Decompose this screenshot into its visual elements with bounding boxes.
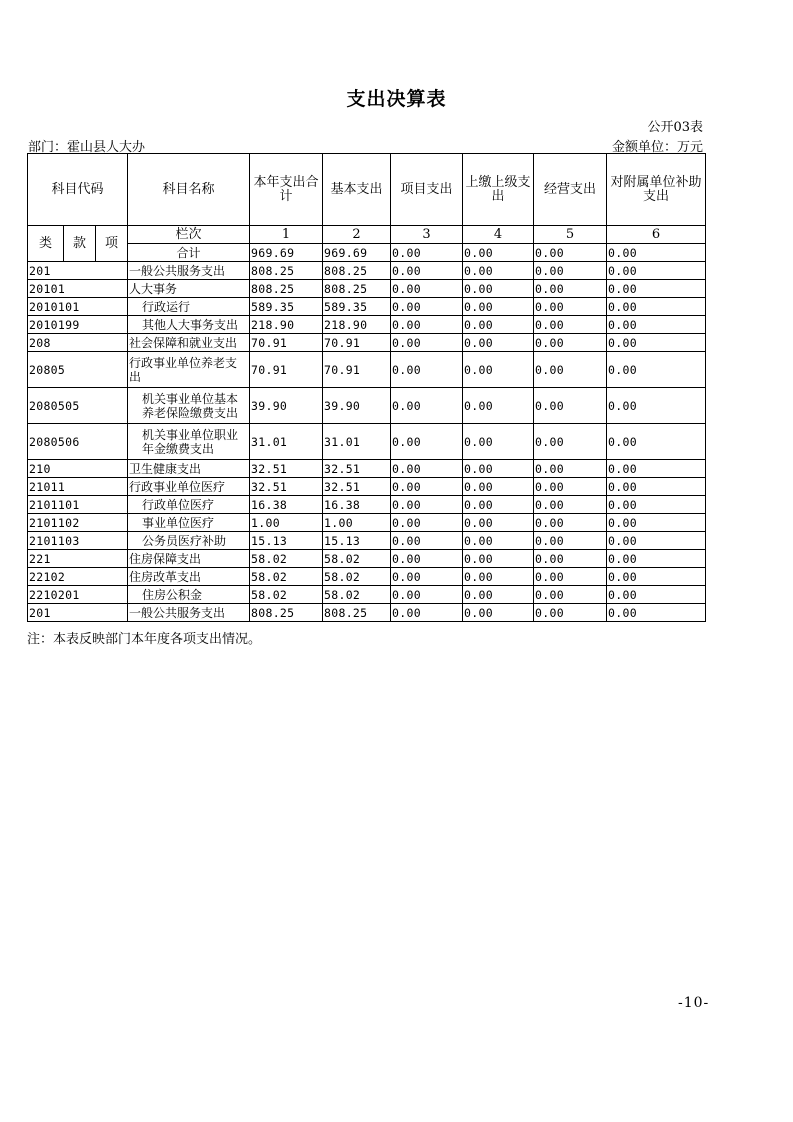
subject-name: 行政单位医疗 — [128, 496, 250, 514]
header-basic: 基本支出 — [323, 154, 391, 226]
amount-cell: 70.91 — [323, 334, 391, 352]
sum-value: 969.69 — [323, 244, 391, 262]
subject-code: 208 — [28, 334, 128, 352]
subject-name: 其他人大事务支出 — [128, 316, 250, 334]
subject-name: 住房公积金 — [128, 586, 250, 604]
table-row — [28, 568, 706, 586]
col-index-4: 4 — [463, 226, 534, 244]
amount-cell: 0.00 — [463, 334, 534, 352]
table-row — [28, 334, 706, 352]
amount-cell: 0.00 — [534, 514, 607, 532]
amount-cell: 0.00 — [607, 280, 706, 298]
table-row — [28, 586, 706, 604]
amount-cell: 0.00 — [463, 262, 534, 280]
amount-cell: 0.00 — [391, 532, 463, 550]
amount-cell: 70.91 — [250, 334, 323, 352]
amount-cell: 0.00 — [607, 460, 706, 478]
subject-code: 2101101 — [28, 496, 128, 514]
header-row — [28, 154, 706, 226]
amount-cell: 0.00 — [463, 316, 534, 334]
amount-unit-label: 金额单位：万元 — [611, 140, 703, 155]
amount-cell: 15.13 — [250, 532, 323, 550]
page-number: -10- — [678, 995, 710, 1011]
amount-cell: 0.00 — [607, 478, 706, 496]
amount-cell: 16.38 — [323, 496, 391, 514]
amount-cell: 0.00 — [607, 568, 706, 586]
amount-cell: 0.00 — [607, 334, 706, 352]
header-code: 科目代码 — [28, 154, 128, 226]
amount-cell: 0.00 — [607, 262, 706, 280]
amount-cell: 0.00 — [391, 316, 463, 334]
table-row — [28, 424, 706, 460]
header-upper: 上缴上级支出 — [463, 154, 534, 226]
subject-name: 公务员医疗补助 — [128, 532, 250, 550]
header-business: 经营支出 — [534, 154, 607, 226]
amount-cell: 0.00 — [391, 352, 463, 388]
table-row — [28, 478, 706, 496]
table-row — [28, 514, 706, 532]
amount-cell: 0.00 — [534, 388, 607, 424]
table-row — [28, 262, 706, 280]
amount-cell: 0.00 — [607, 424, 706, 460]
subject-name: 事业单位医疗 — [128, 514, 250, 532]
amount-cell: 0.00 — [463, 550, 534, 568]
amount-cell: 0.00 — [463, 298, 534, 316]
amount-cell: 32.51 — [323, 460, 391, 478]
amount-cell: 0.00 — [391, 388, 463, 424]
amount-cell: 808.25 — [250, 280, 323, 298]
amount-cell: 808.25 — [250, 262, 323, 280]
sum-value: 969.69 — [250, 244, 323, 262]
amount-cell: 0.00 — [534, 550, 607, 568]
amount-cell: 0.00 — [534, 280, 607, 298]
subject-code: 22102 — [28, 568, 128, 586]
subject-code: 21011 — [28, 478, 128, 496]
amount-cell: 0.00 — [463, 496, 534, 514]
amount-cell: 0.00 — [607, 586, 706, 604]
subject-code: 2010101 — [28, 298, 128, 316]
amount-cell: 0.00 — [391, 460, 463, 478]
expenditure-table — [27, 153, 706, 622]
table-row — [28, 298, 706, 316]
subject-name: 行政事业单位医疗 — [128, 478, 250, 496]
amount-cell: 0.00 — [391, 424, 463, 460]
table-row — [28, 352, 706, 388]
amount-cell: 0.00 — [391, 496, 463, 514]
amount-cell: 0.00 — [391, 514, 463, 532]
subject-code: 20805 — [28, 352, 128, 388]
header-lanci: 栏次 — [128, 226, 250, 244]
amount-cell: 58.02 — [323, 568, 391, 586]
amount-cell: 0.00 — [607, 352, 706, 388]
table-row — [28, 280, 706, 298]
amount-cell: 58.02 — [323, 586, 391, 604]
amount-cell: 0.00 — [607, 298, 706, 316]
amount-cell: 589.35 — [250, 298, 323, 316]
amount-cell: 0.00 — [534, 586, 607, 604]
header-lei: 类 — [28, 226, 64, 262]
amount-cell: 0.00 — [534, 334, 607, 352]
form-number: 公开03表 — [647, 120, 703, 135]
amount-cell: 808.25 — [323, 262, 391, 280]
amount-cell: 16.38 — [250, 496, 323, 514]
header-name: 科目名称 — [128, 154, 250, 226]
amount-cell: 0.00 — [607, 532, 706, 550]
amount-cell: 218.90 — [323, 316, 391, 334]
sum-row — [28, 244, 706, 262]
subject-code: 2210201 — [28, 586, 128, 604]
header-kuan: 款 — [64, 226, 96, 262]
amount-cell: 0.00 — [463, 532, 534, 550]
table-row — [28, 496, 706, 514]
amount-cell: 0.00 — [607, 316, 706, 334]
sum-value: 0.00 — [391, 244, 463, 262]
amount-cell: 58.02 — [250, 550, 323, 568]
amount-cell: 0.00 — [391, 586, 463, 604]
subject-name: 机关事业单位职业年金缴费支出 — [128, 424, 250, 460]
table-row — [28, 532, 706, 550]
amount-cell: 0.00 — [534, 424, 607, 460]
amount-cell: 0.00 — [534, 478, 607, 496]
subject-name: 行政事业单位养老支出 — [128, 352, 250, 388]
amount-cell: 0.00 — [391, 568, 463, 586]
amount-cell: 32.51 — [323, 478, 391, 496]
amount-cell: 0.00 — [463, 424, 534, 460]
subject-name: 一般公共服务支出 — [128, 604, 250, 622]
amount-cell: 0.00 — [463, 280, 534, 298]
amount-cell: 0.00 — [463, 604, 534, 622]
amount-cell: 58.02 — [323, 550, 391, 568]
amount-cell: 0.00 — [534, 532, 607, 550]
amount-cell: 0.00 — [534, 460, 607, 478]
subject-name: 社会保障和就业支出 — [128, 334, 250, 352]
subject-code: 210 — [28, 460, 128, 478]
column-index-row — [28, 226, 706, 244]
amount-cell: 0.00 — [463, 352, 534, 388]
amount-cell: 39.90 — [323, 388, 391, 424]
amount-cell: 0.00 — [391, 550, 463, 568]
amount-cell: 0.00 — [607, 514, 706, 532]
amount-cell: 0.00 — [391, 298, 463, 316]
amount-cell: 0.00 — [607, 388, 706, 424]
header-project: 项目支出 — [391, 154, 463, 226]
amount-cell: 0.00 — [607, 550, 706, 568]
amount-cell: 0.00 — [534, 298, 607, 316]
subject-name: 住房改革支出 — [128, 568, 250, 586]
amount-cell: 32.51 — [250, 460, 323, 478]
subject-name: 行政运行 — [128, 298, 250, 316]
amount-cell: 0.00 — [607, 496, 706, 514]
subject-code: 201 — [28, 262, 128, 280]
subject-name: 住房保障支出 — [128, 550, 250, 568]
amount-cell: 0.00 — [391, 478, 463, 496]
amount-cell: 808.25 — [250, 604, 323, 622]
subject-code: 2101103 — [28, 532, 128, 550]
page-title: 支出决算表 — [346, 88, 447, 110]
subject-code: 2010199 — [28, 316, 128, 334]
sum-value: 0.00 — [534, 244, 607, 262]
subject-code: 221 — [28, 550, 128, 568]
sum-label: 合计 — [128, 244, 250, 262]
amount-cell: 0.00 — [463, 478, 534, 496]
header-total: 本年支出合计 — [250, 154, 323, 226]
subject-code: 201 — [28, 604, 128, 622]
amount-cell: 589.35 — [323, 298, 391, 316]
amount-cell: 32.51 — [250, 478, 323, 496]
amount-cell: 0.00 — [534, 604, 607, 622]
header-subsidy: 对附属单位补助支出 — [607, 154, 706, 226]
amount-cell: 0.00 — [534, 496, 607, 514]
amount-cell: 0.00 — [534, 316, 607, 334]
col-index-5: 5 — [534, 226, 607, 244]
amount-cell: 31.01 — [323, 424, 391, 460]
subject-code: 2101102 — [28, 514, 128, 532]
amount-cell: 0.00 — [463, 514, 534, 532]
amount-cell: 218.90 — [250, 316, 323, 334]
sum-value: 0.00 — [463, 244, 534, 262]
amount-cell: 0.00 — [463, 460, 534, 478]
table-row — [28, 604, 706, 622]
amount-cell: 0.00 — [534, 352, 607, 388]
table-row — [28, 316, 706, 334]
amount-cell: 808.25 — [323, 604, 391, 622]
header-xiang: 项 — [96, 226, 128, 262]
subject-code: 20101 — [28, 280, 128, 298]
amount-cell: 0.00 — [391, 262, 463, 280]
amount-cell: 1.00 — [323, 514, 391, 532]
col-index-2: 2 — [323, 226, 391, 244]
amount-cell: 70.91 — [250, 352, 323, 388]
amount-cell: 0.00 — [391, 280, 463, 298]
subject-name: 人大事务 — [128, 280, 250, 298]
col-index-3: 3 — [391, 226, 463, 244]
amount-cell: 808.25 — [323, 280, 391, 298]
amount-cell: 0.00 — [391, 604, 463, 622]
amount-cell: 0.00 — [391, 334, 463, 352]
subject-code: 2080506 — [28, 424, 128, 460]
amount-cell: 58.02 — [250, 568, 323, 586]
subject-name: 一般公共服务支出 — [128, 262, 250, 280]
department-label: 部门：霍山县人大办 — [28, 140, 146, 155]
amount-cell: 58.02 — [250, 586, 323, 604]
sum-value: 0.00 — [607, 244, 706, 262]
amount-cell: 0.00 — [607, 604, 706, 622]
table-note: 注：本表反映部门本年度各项支出情况。 — [27, 632, 262, 647]
amount-cell: 70.91 — [323, 352, 391, 388]
amount-cell: 31.01 — [250, 424, 323, 460]
table-row — [28, 388, 706, 424]
subject-name: 卫生健康支出 — [128, 460, 250, 478]
amount-cell: 15.13 — [323, 532, 391, 550]
amount-cell: 0.00 — [463, 586, 534, 604]
amount-cell: 0.00 — [463, 388, 534, 424]
table-row — [28, 460, 706, 478]
col-index-6: 6 — [607, 226, 706, 244]
amount-cell: 39.90 — [250, 388, 323, 424]
subject-name: 机关事业单位基本养老保险缴费支出 — [128, 388, 250, 424]
amount-cell: 0.00 — [534, 568, 607, 586]
table-row — [28, 550, 706, 568]
subject-code: 2080505 — [28, 388, 128, 424]
amount-cell: 1.00 — [250, 514, 323, 532]
amount-cell: 0.00 — [534, 262, 607, 280]
amount-cell: 0.00 — [463, 568, 534, 586]
col-index-1: 1 — [250, 226, 323, 244]
